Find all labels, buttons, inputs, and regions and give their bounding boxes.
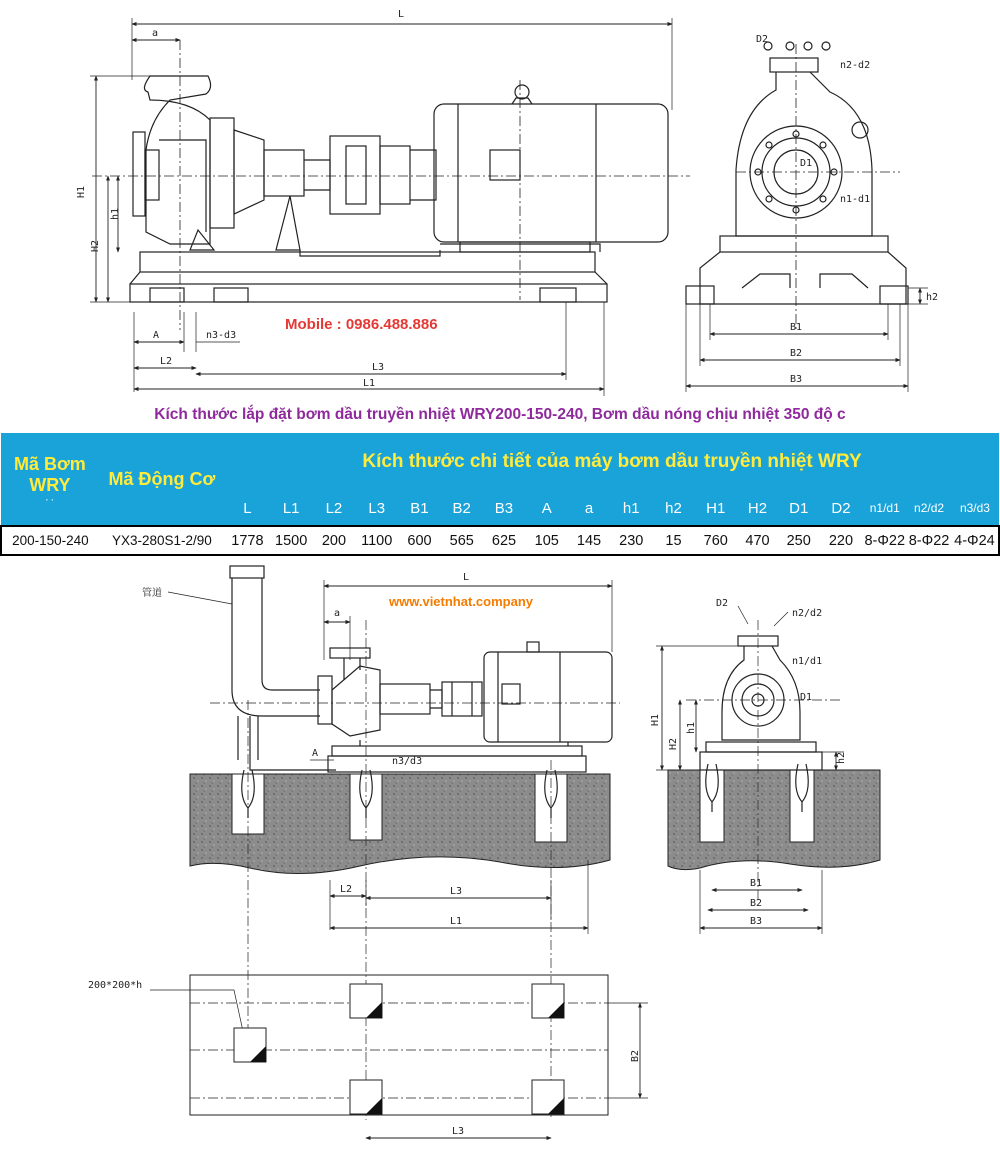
label-L-bottom: L bbox=[463, 572, 470, 583]
cell-b3: 625 bbox=[483, 526, 526, 555]
header-col-n1-d1: n1/d1 bbox=[862, 491, 907, 526]
foundation-hole bbox=[532, 984, 564, 1018]
label-pipe: 管道 bbox=[142, 588, 162, 599]
label-D2-bottom: D2 bbox=[716, 598, 729, 609]
cell-l3: 1100 bbox=[355, 526, 398, 555]
label-L3-bottom: L3 bbox=[450, 886, 463, 897]
foundation-hole bbox=[532, 1080, 564, 1114]
header-table-title: Kích thước chi tiết của máy bơm dầu truyền nhiệt WRY bbox=[225, 433, 999, 491]
label-n1-d1: n1-d1 bbox=[840, 194, 871, 205]
cell-pump-code: 200-150-240 bbox=[1, 526, 99, 555]
mobile-contact: Mobile : 0986.488.886 bbox=[285, 316, 438, 333]
cell-d2: 220 bbox=[820, 526, 863, 555]
website-link[interactable]: www.vietnhat.company bbox=[389, 594, 533, 609]
foundation-hole bbox=[234, 1028, 266, 1062]
top-side-view bbox=[90, 18, 690, 396]
label-L2-bottom: L2 bbox=[340, 884, 353, 895]
label-H1-bottom: H1 bbox=[650, 713, 661, 726]
label-D1-bottom: D1 bbox=[800, 692, 813, 703]
header-col-n3-d3: n3/d3 bbox=[951, 491, 999, 526]
cell-h1: 230 bbox=[610, 526, 653, 555]
label-n3-d3-bottom: n3/d3 bbox=[392, 756, 423, 767]
bottom-drawing bbox=[0, 555, 1000, 1155]
foundation-plan bbox=[88, 975, 648, 1138]
header-col-h2: h2 bbox=[653, 491, 695, 526]
label-h1-bottom: h1 bbox=[686, 721, 697, 734]
header-col-b2: B2 bbox=[441, 491, 483, 526]
label-L2: L2 bbox=[160, 356, 173, 367]
header-pump-code-dots: · · bbox=[45, 494, 55, 505]
label-A: A bbox=[153, 330, 160, 341]
label-H2: H2 bbox=[90, 239, 101, 252]
top-end-labels bbox=[756, 34, 938, 385]
label-a: a bbox=[152, 28, 159, 39]
header-col-a: a bbox=[568, 491, 610, 526]
label-h2: h2 bbox=[926, 292, 939, 303]
header-col-l: L bbox=[225, 491, 270, 526]
cell-n3-d3: 4-Φ24 bbox=[951, 526, 999, 555]
label-A-bottom: A bbox=[312, 748, 319, 759]
label-L3-plan: L3 bbox=[452, 1126, 465, 1137]
header-col-d1: D1 bbox=[778, 491, 820, 526]
figure-caption: Kích thước lắp đặt bơm dầu truyền nhiệt WRY200-150-240, Bơm dầu nóng chịu nhiệt 350 độ c bbox=[154, 406, 846, 423]
cell-motor-code: YX3-280S1-2/90 bbox=[99, 526, 225, 555]
cell-l2: 200 bbox=[313, 526, 356, 555]
spec-table bbox=[0, 433, 1000, 556]
label-H2-bottom: H2 bbox=[668, 737, 679, 750]
label-H1: H1 bbox=[76, 185, 87, 198]
cell-h1: 760 bbox=[694, 526, 737, 555]
top-drawing bbox=[0, 0, 1000, 400]
label-L: L bbox=[398, 9, 405, 20]
label-B2-plan: B2 bbox=[630, 1049, 641, 1062]
label-a-bottom: a bbox=[334, 608, 341, 619]
label-L3: L3 bbox=[372, 362, 385, 373]
header-col-l2: L2 bbox=[313, 491, 356, 526]
label-n2-d2-bottom: n2/d2 bbox=[792, 608, 823, 619]
cell-l: 1778 bbox=[225, 526, 270, 555]
foundation-holes bbox=[234, 984, 564, 1114]
cell-a: 105 bbox=[525, 526, 568, 555]
cell-l1: 1500 bbox=[270, 526, 313, 555]
header-col-b1: B1 bbox=[398, 491, 441, 526]
label-h2-bottom: h2 bbox=[836, 751, 847, 764]
header-col-l1: L1 bbox=[270, 491, 313, 526]
cell-d1: 250 bbox=[778, 526, 820, 555]
top-end-view bbox=[686, 42, 928, 392]
header-col-a: A bbox=[525, 491, 568, 526]
label-B3: B3 bbox=[790, 374, 803, 385]
header-motor-code: Mã Động Cơ bbox=[99, 433, 225, 526]
header-col-h2: H2 bbox=[737, 491, 778, 526]
cell-a: 145 bbox=[568, 526, 610, 555]
label-hole-size: 200*200*h bbox=[88, 980, 143, 991]
header-col-h1: H1 bbox=[694, 491, 737, 526]
label-B1: B1 bbox=[790, 322, 803, 333]
label-L1-bottom: L1 bbox=[450, 916, 463, 927]
foundation-hole bbox=[350, 984, 382, 1018]
header-col-h1: h1 bbox=[610, 491, 653, 526]
cell-b2: 565 bbox=[441, 526, 483, 555]
cell-n2-d2: 8-Φ22 bbox=[907, 526, 951, 555]
label-D2: D2 bbox=[756, 34, 769, 45]
header-col-l3: L3 bbox=[355, 491, 398, 526]
label-n3-d3: n3-d3 bbox=[206, 330, 237, 341]
header-pump-code bbox=[1, 433, 99, 526]
label-D1: D1 bbox=[800, 158, 813, 169]
label-h1: h1 bbox=[110, 207, 121, 220]
header-pump-code-text: Mã Bơm WRY bbox=[13, 453, 86, 495]
bottom-end-view bbox=[656, 606, 880, 934]
label-B3-bottom: B3 bbox=[750, 916, 763, 927]
header-col-n2-d2: n2/d2 bbox=[907, 491, 951, 526]
label-B1-bottom: B1 bbox=[750, 878, 763, 889]
cell-h2: 470 bbox=[737, 526, 778, 555]
cell-b1: 600 bbox=[398, 526, 441, 555]
label-n2-d2: n2-d2 bbox=[840, 60, 871, 71]
label-B2: B2 bbox=[790, 348, 803, 359]
label-n1-d1-bottom: n1/d1 bbox=[792, 656, 823, 667]
table-row bbox=[1, 526, 999, 555]
label-L1: L1 bbox=[363, 378, 376, 389]
label-B2-bottom: B2 bbox=[750, 898, 763, 909]
header-col-d2: D2 bbox=[820, 491, 863, 526]
foundation-hole bbox=[350, 1080, 382, 1114]
header-col-b3: B3 bbox=[483, 491, 526, 526]
cell-n1-d1: 8-Φ22 bbox=[862, 526, 907, 555]
cell-h2: 15 bbox=[653, 526, 695, 555]
